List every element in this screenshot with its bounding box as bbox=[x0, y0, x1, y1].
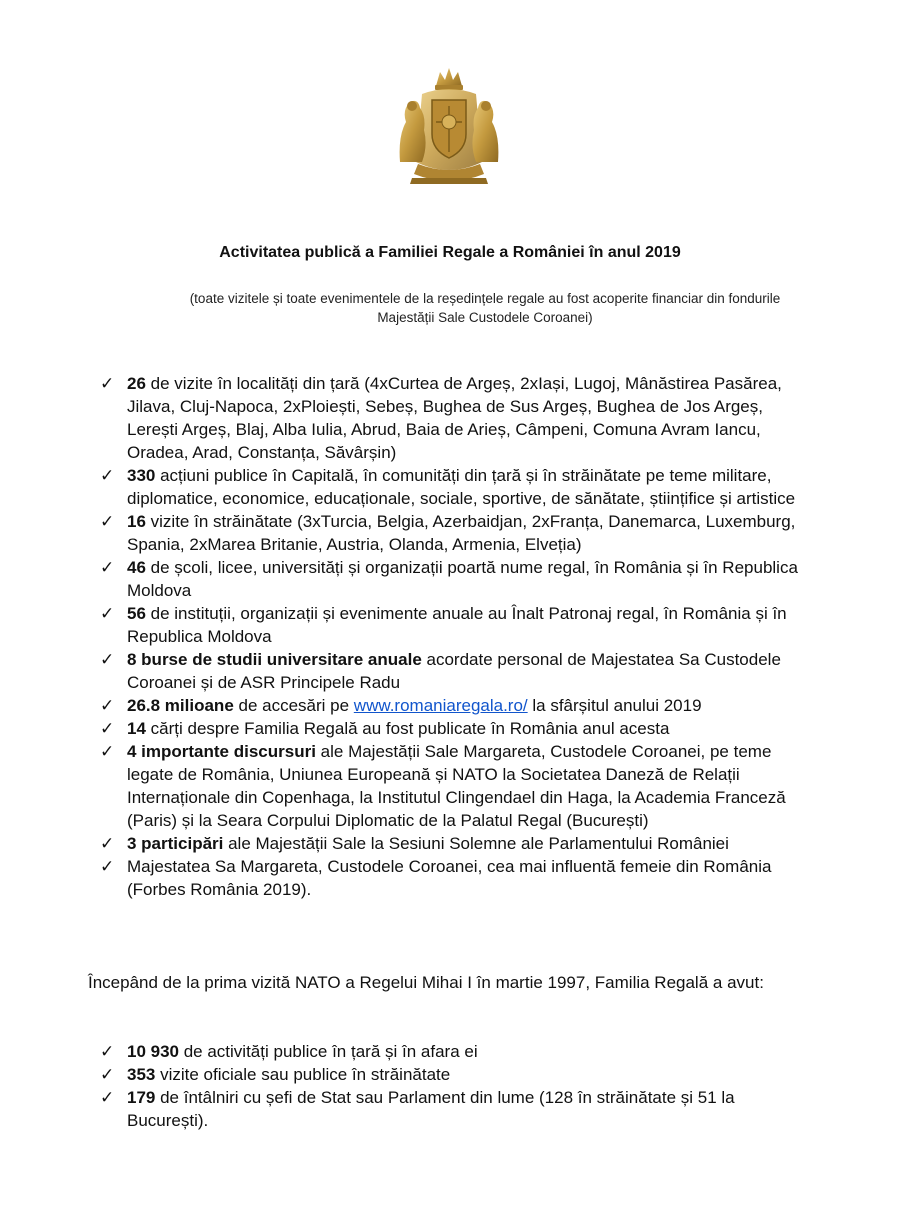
item-text: ale Majestății Sale la Sesiuni Solemne ale Parlamentului României bbox=[223, 834, 729, 853]
item-text: vizite în străinătate (3xTurcia, Belgia, Azerbaidjan, 2xFranța, Danemarca, Luxemburg, Spania, 2xMarea Britanie, Austria, Olanda, Armenia, Elveția) bbox=[127, 512, 796, 554]
item-highlight: 26.8 milioane bbox=[127, 696, 234, 715]
item-highlight: 10 930 bbox=[127, 1042, 179, 1061]
item-highlight: 8 burse de studii universitare anuale bbox=[127, 650, 422, 669]
list-item bbox=[0, 464, 815, 510]
item-text-after: la sfârșitul anului 2019 bbox=[527, 696, 702, 715]
item-text: acordate personal de Majestatea Sa Custodele Coroanei și de ASR Principele Radu bbox=[127, 650, 781, 692]
list-item bbox=[0, 855, 815, 901]
item-text: de școli, licee, universități și organizații poartă nume regal, în România și în Republica Moldova bbox=[127, 558, 798, 600]
checkmark-icon: ✓ bbox=[100, 696, 115, 715]
checkmark-icon: ✓ bbox=[100, 1088, 115, 1107]
intro-paragraph: Începând de la prima vizită NATO a Regelui Mihai I în martie 1997, Familia Regală a avut: bbox=[88, 973, 764, 992]
checkmark-icon: ✓ bbox=[100, 834, 115, 853]
item-highlight: 14 bbox=[127, 719, 146, 738]
item-text: de accesări pe bbox=[233, 696, 354, 715]
list-item bbox=[0, 556, 815, 602]
page-title: Activitatea publică a Familiei Regale a României în anul 2019 bbox=[219, 244, 681, 261]
item-highlight: 330 bbox=[127, 466, 156, 485]
activity-list-since-1997 bbox=[0, 1040, 815, 1132]
list-item bbox=[0, 1063, 815, 1086]
list-item bbox=[0, 740, 815, 832]
checkmark-icon: ✓ bbox=[100, 558, 115, 577]
checkmark-icon: ✓ bbox=[100, 1065, 115, 1084]
list-item bbox=[0, 510, 815, 556]
item-highlight: 16 bbox=[127, 512, 146, 531]
item-text: Majestatea Sa Margareta, Custodele Coroanei, cea mai influentă femeie din România (Forbes România 2019). bbox=[127, 857, 772, 899]
list-item bbox=[0, 372, 815, 464]
item-text: de instituții, organizații și evenimente anuale au Înalt Patronaj regal, în România și în Republica Moldova bbox=[127, 604, 787, 646]
activity-list-2019 bbox=[0, 372, 815, 901]
checkmark-icon: ✓ bbox=[100, 742, 115, 761]
item-text: de activități publice în țară și în afara ei bbox=[179, 1042, 478, 1061]
checkmark-icon: ✓ bbox=[100, 604, 115, 623]
list-item bbox=[0, 694, 815, 717]
checkmark-icon: ✓ bbox=[100, 857, 115, 876]
item-highlight: 46 bbox=[127, 558, 146, 577]
list-item bbox=[0, 648, 815, 694]
royal-crest-icon bbox=[392, 66, 506, 188]
list-item bbox=[0, 717, 815, 740]
item-highlight: 179 bbox=[127, 1088, 156, 1107]
item-text: de întâlniri cu șefi de Stat sau Parlament din lume (128 în străinătate și 51 la București). bbox=[127, 1088, 735, 1130]
checkmark-icon: ✓ bbox=[100, 512, 115, 531]
item-highlight: 26 bbox=[127, 374, 146, 393]
item-highlight: 353 bbox=[127, 1065, 156, 1084]
item-highlight: 4 importante discursuri bbox=[127, 742, 316, 761]
item-text: acțiuni publice în Capitală, în comunități din țară și în străinătate pe teme militare, diplomatice, economice, educaționale, sociale, sportive, de sănătate, științifice și artistice bbox=[127, 466, 796, 508]
funding-note: (toate vizitele și toate evenimentele de la reședințele regale au fost acoperite financiar din fondurile Majestății Sale Custodele Coroanei) bbox=[189, 291, 781, 325]
item-text: vizite oficiale sau publice în străinătate bbox=[155, 1065, 451, 1084]
list-item bbox=[0, 1040, 815, 1063]
item-text: cărți despre Familia Regală au fost publicate în România anul acesta bbox=[145, 719, 670, 738]
item-text: ale Majestății Sale Margareta, Custodele Coroanei, pe teme legate de România, Uniunea Europeană și NATO la Societatea Daneză de Relații Internaționale din Copenhaga, la Institutul Clingendael din Haga, la Academia Franceză (Paris) și la Seara Corpului Diplomatic de la Palatul Regal (București) bbox=[127, 742, 786, 830]
list-item bbox=[0, 1086, 815, 1132]
checkmark-icon: ✓ bbox=[100, 374, 115, 393]
checkmark-icon: ✓ bbox=[100, 1042, 115, 1061]
list-item bbox=[0, 832, 815, 855]
item-text: de vizite în localități din țară (4xCurtea de Argeș, 2xIași, Lugoj, Mânăstirea Pasărea, Jilava, Cluj-Napoca, 2xPloiești, Sebeș, Bughea de Sus Argeș, Bughea de Jos Argeș, Lerești Argeș, Blaj, Alba Iulia, Abrud, Baia de Arieș, Câmpeni, Comuna Avram Iancu, Oradea, Arad, Constanța, Săvârșin) bbox=[127, 374, 782, 462]
item-highlight: 56 bbox=[127, 604, 146, 623]
website-link[interactable]: www.romaniaregala.ro/ bbox=[353, 696, 528, 715]
checkmark-icon: ✓ bbox=[100, 650, 115, 669]
checkmark-icon: ✓ bbox=[100, 719, 115, 738]
item-highlight: 3 participări bbox=[127, 834, 224, 853]
checkmark-icon: ✓ bbox=[100, 466, 115, 485]
list-item bbox=[0, 602, 815, 648]
